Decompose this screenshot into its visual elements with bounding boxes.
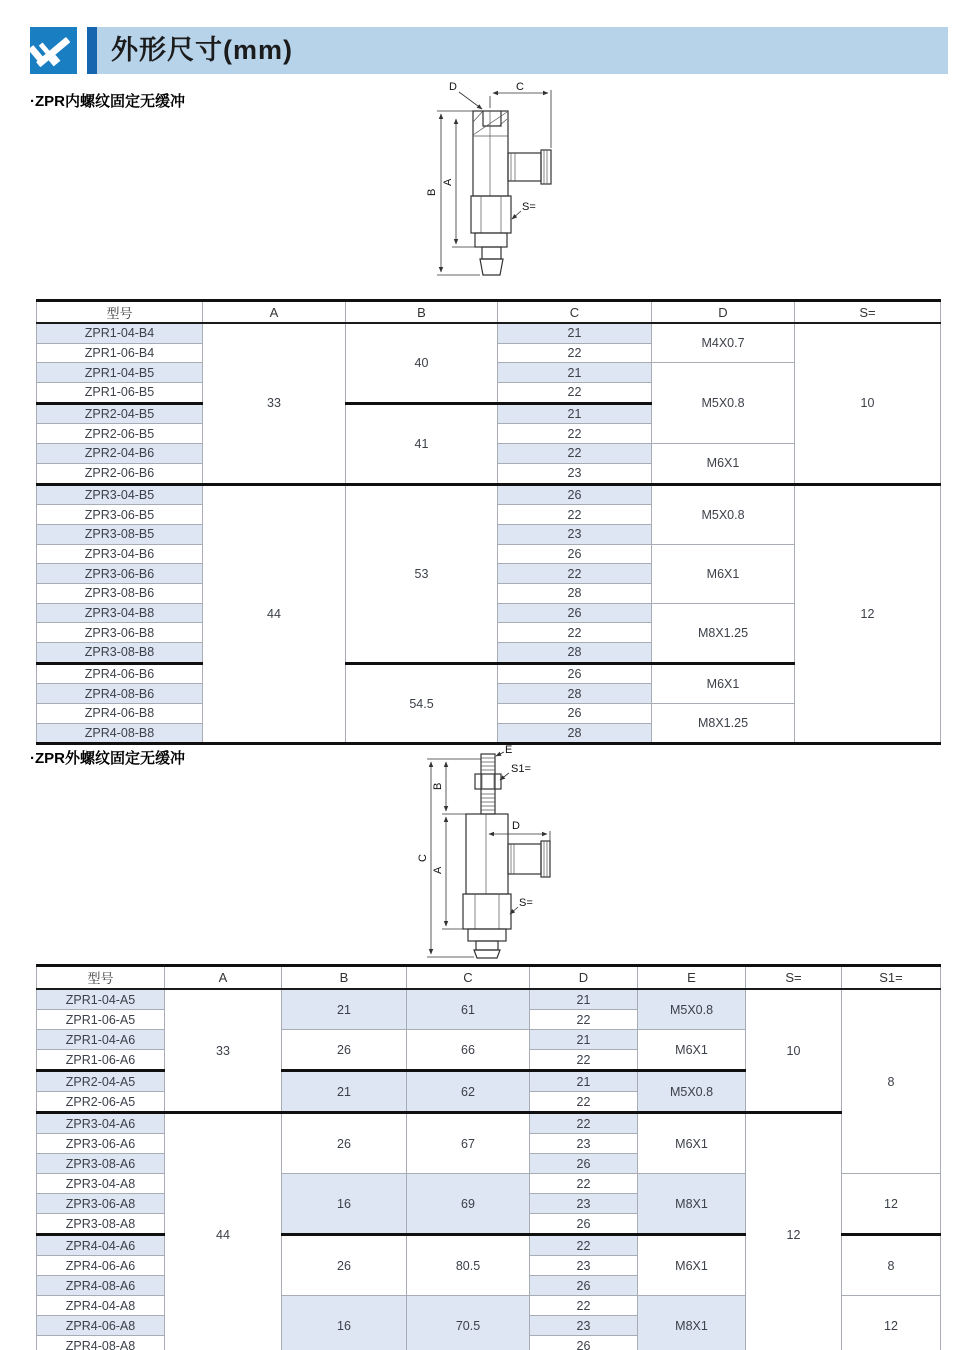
dim-label-d: D	[449, 81, 457, 93]
table-cell: 21	[530, 1030, 638, 1050]
table-cell: 22	[530, 1010, 638, 1030]
table-cell: 62	[407, 1071, 530, 1113]
table-row	[37, 989, 941, 1010]
table-cell: ZPR3-06-A8	[37, 1194, 165, 1214]
table-cell: ZPR1-04-A5	[37, 989, 165, 1010]
table-cell: ZPR3-06-B8	[37, 623, 203, 643]
table-cell: 26	[530, 1214, 638, 1235]
table-cell: ZPR3-08-B8	[37, 643, 203, 664]
column-header: 型号	[37, 966, 165, 990]
column-header: D	[652, 301, 795, 324]
column-header: E	[638, 966, 746, 990]
column-header: S=	[746, 966, 842, 990]
table-cell: ZPR4-06-A8	[37, 1316, 165, 1336]
table-cell: ZPR3-04-A6	[37, 1113, 165, 1134]
table-cell: ZPR2-04-A5	[37, 1071, 165, 1092]
table-cell: 44	[203, 484, 346, 744]
table-cell: 28	[498, 583, 652, 603]
table-cell: ZPR1-06-A5	[37, 1010, 165, 1030]
table-cell: 22	[498, 444, 652, 464]
table-cell: ZPR1-06-B5	[37, 383, 203, 404]
dim-label-d: D	[512, 820, 520, 832]
table-cell: 54.5	[346, 663, 498, 744]
table-cell: 40	[346, 323, 498, 403]
dimension-table	[36, 299, 941, 745]
table-cell: 21	[530, 989, 638, 1010]
column-header: 型号	[37, 301, 203, 324]
table-cell: M8X1	[638, 1296, 746, 1350]
table-cell: 28	[498, 684, 652, 704]
dim-label-s: S=	[522, 201, 536, 213]
dim-label-a: A	[442, 178, 454, 186]
table-cell: 33	[203, 323, 346, 484]
table-cell: 23	[498, 524, 652, 544]
header-row	[37, 301, 941, 324]
dim-label-c: C	[516, 81, 524, 93]
table-cell: 21	[498, 363, 652, 383]
diagram-internal-thread	[423, 78, 563, 290]
table-cell: 21	[498, 323, 652, 343]
table-cell: 44	[165, 1113, 282, 1350]
table-cell: 22	[498, 623, 652, 643]
table-cell: 16	[282, 1296, 407, 1350]
table-cell: 70.5	[407, 1296, 530, 1350]
table-cell: 26	[282, 1113, 407, 1174]
table-cell: M6X1	[652, 444, 795, 484]
table-cell: 22	[530, 1113, 638, 1134]
dim-label-a: A	[432, 866, 444, 874]
table-cell: ZPR1-04-B4	[37, 323, 203, 343]
column-header: C	[407, 966, 530, 990]
table-cell: 23	[530, 1316, 638, 1336]
dimension-labels	[418, 744, 533, 909]
column-header: B	[346, 301, 498, 324]
table-cell: 8	[842, 989, 941, 1174]
table-cell: 21	[282, 1071, 407, 1113]
table-cell: 22	[498, 383, 652, 404]
table-cell: ZPR3-06-A6	[37, 1134, 165, 1154]
table-cell: 26	[282, 1030, 407, 1071]
table-cell: 28	[498, 723, 652, 744]
table-cell: 26	[530, 1276, 638, 1296]
table-cell: M5X0.8	[652, 363, 795, 444]
fitting-drawing-external	[418, 744, 563, 960]
header-row	[37, 966, 941, 990]
table-cell: 26	[530, 1154, 638, 1174]
table-cell: ZPR4-06-A6	[37, 1256, 165, 1276]
table-cell: ZPR3-06-B6	[37, 564, 203, 584]
table-cell: M8X1.25	[652, 704, 795, 744]
table-cell: 22	[498, 343, 652, 363]
caliper-icon	[30, 27, 77, 74]
table-cell: ZPR3-04-B5	[37, 484, 203, 505]
table-cell: M5X0.8	[638, 989, 746, 1030]
table-cell: 26	[498, 704, 652, 724]
table-cell: ZPR2-06-A5	[37, 1092, 165, 1113]
column-header: S=	[795, 301, 941, 324]
table-cell: ZPR3-08-A6	[37, 1154, 165, 1174]
column-header: A	[165, 966, 282, 990]
table-cell: ZPR3-08-B6	[37, 583, 203, 603]
table-cell: 12	[842, 1174, 941, 1235]
table-cell: 53	[346, 484, 498, 663]
table-cell: M5X0.8	[638, 1071, 746, 1113]
table-cell: ZPR4-06-B6	[37, 663, 203, 684]
table-cell: 22	[498, 424, 652, 444]
table-cell: ZPR1-06-B4	[37, 343, 203, 363]
table-row	[37, 1113, 941, 1134]
table-cell: ZPR4-04-A6	[37, 1235, 165, 1256]
table-cell: 67	[407, 1113, 530, 1174]
table-cell: ZPR1-04-A6	[37, 1030, 165, 1050]
table-cell: 26	[530, 1336, 638, 1350]
table-cell: 16	[282, 1174, 407, 1235]
table-cell: ZPR2-06-B6	[37, 463, 203, 484]
table-cell: M6X1	[638, 1030, 746, 1071]
table-cell: M6X1	[652, 544, 795, 603]
table-cell: ZPR2-04-B5	[37, 403, 203, 424]
fitting-body	[471, 111, 551, 275]
dim-label-s: S=	[519, 897, 533, 909]
table-cell: 21	[498, 403, 652, 424]
table-cell: 10	[795, 323, 941, 484]
table-cell: 66	[407, 1030, 530, 1071]
table-cell: 23	[530, 1194, 638, 1214]
table-cell: 26	[498, 544, 652, 564]
table-cell: ZPR2-04-B6	[37, 444, 203, 464]
table-cell: 69	[407, 1174, 530, 1235]
table-cell: 26	[282, 1235, 407, 1296]
table-cell: 23	[530, 1134, 638, 1154]
table-cell: 33	[165, 989, 282, 1113]
table-cell: ZPR3-04-A8	[37, 1174, 165, 1194]
table-cell: 12	[842, 1296, 941, 1350]
diagram-external-thread	[418, 744, 563, 960]
table-cell: 22	[530, 1296, 638, 1316]
table-row	[37, 484, 941, 505]
table-row	[37, 323, 941, 343]
table-cell: 22	[498, 505, 652, 525]
dimension-table-internal-thread	[36, 299, 941, 745]
table-cell: M6X1	[638, 1235, 746, 1296]
table-cell: ZPR4-08-B6	[37, 684, 203, 704]
header-banner	[97, 27, 948, 74]
caliper-icon-glyph	[30, 27, 77, 74]
table-cell: ZPR4-06-B8	[37, 704, 203, 724]
table-cell: 22	[530, 1235, 638, 1256]
table-cell: M8X1.25	[652, 603, 795, 663]
table-cell: 23	[498, 463, 652, 484]
table-cell: 22	[498, 564, 652, 584]
table-cell: M8X1	[638, 1174, 746, 1235]
table-cell: 12	[795, 484, 941, 744]
table-cell: M4X0.7	[652, 323, 795, 363]
table-cell: 10	[746, 989, 842, 1113]
fitting-drawing-internal	[423, 78, 563, 290]
table-cell: 26	[498, 603, 652, 623]
dim-label-s1: S1=	[511, 763, 531, 775]
table-cell: ZPR4-08-A8	[37, 1336, 165, 1350]
table-cell: ZPR3-04-B6	[37, 544, 203, 564]
table-cell: ZPR3-04-B8	[37, 603, 203, 623]
table-cell: 26	[498, 484, 652, 505]
dimension-table-external-thread	[36, 964, 941, 1350]
table-cell: 61	[407, 989, 530, 1030]
table-cell: 23	[530, 1256, 638, 1276]
table-cell: ZPR2-06-B5	[37, 424, 203, 444]
table-cell: 26	[498, 663, 652, 684]
table-cell: M6X1	[638, 1113, 746, 1174]
header-accent-bar	[87, 27, 97, 74]
dimension-labels	[426, 81, 536, 213]
column-header: B	[282, 966, 407, 990]
table-cell: 12	[746, 1113, 842, 1350]
fitting-body	[463, 754, 550, 958]
page-title: 外形尺寸(mm)	[111, 35, 293, 65]
table-cell: M6X1	[652, 663, 795, 703]
table-cell: ZPR1-04-B5	[37, 363, 203, 383]
table-cell: ZPR4-08-B8	[37, 723, 203, 744]
table-cell: 22	[530, 1092, 638, 1113]
column-header: C	[498, 301, 652, 324]
table-cell: ZPR4-04-A8	[37, 1296, 165, 1316]
table-cell: ZPR4-08-A6	[37, 1276, 165, 1296]
table-cell: ZPR3-08-B5	[37, 524, 203, 544]
table-cell: 80.5	[407, 1235, 530, 1296]
dim-label-b: B	[426, 188, 438, 196]
table-cell: 8	[842, 1235, 941, 1296]
table-cell: 21	[282, 989, 407, 1030]
table-cell: ZPR3-06-B5	[37, 505, 203, 525]
dim-label-b: B	[432, 782, 444, 790]
column-header: S1=	[842, 966, 941, 990]
table-cell: M5X0.8	[652, 484, 795, 544]
column-header: D	[530, 966, 638, 990]
dimension-table	[36, 964, 941, 1350]
table-cell: 22	[530, 1050, 638, 1071]
table-cell: ZPR3-08-A8	[37, 1214, 165, 1235]
table-cell: 28	[498, 643, 652, 664]
dim-label-c: C	[418, 854, 429, 862]
dim-label-e: E	[505, 744, 513, 756]
table-cell: 22	[530, 1174, 638, 1194]
dimension-lines	[427, 752, 550, 957]
table-cell: ZPR1-06-A6	[37, 1050, 165, 1071]
section2-label: ·ZPR外螺纹固定无缓冲	[30, 750, 185, 767]
table-cell: 41	[346, 403, 498, 484]
table-cell: 21	[530, 1071, 638, 1092]
column-header: A	[203, 301, 346, 324]
section1-label: ·ZPR内螺纹固定无缓冲	[30, 93, 185, 110]
